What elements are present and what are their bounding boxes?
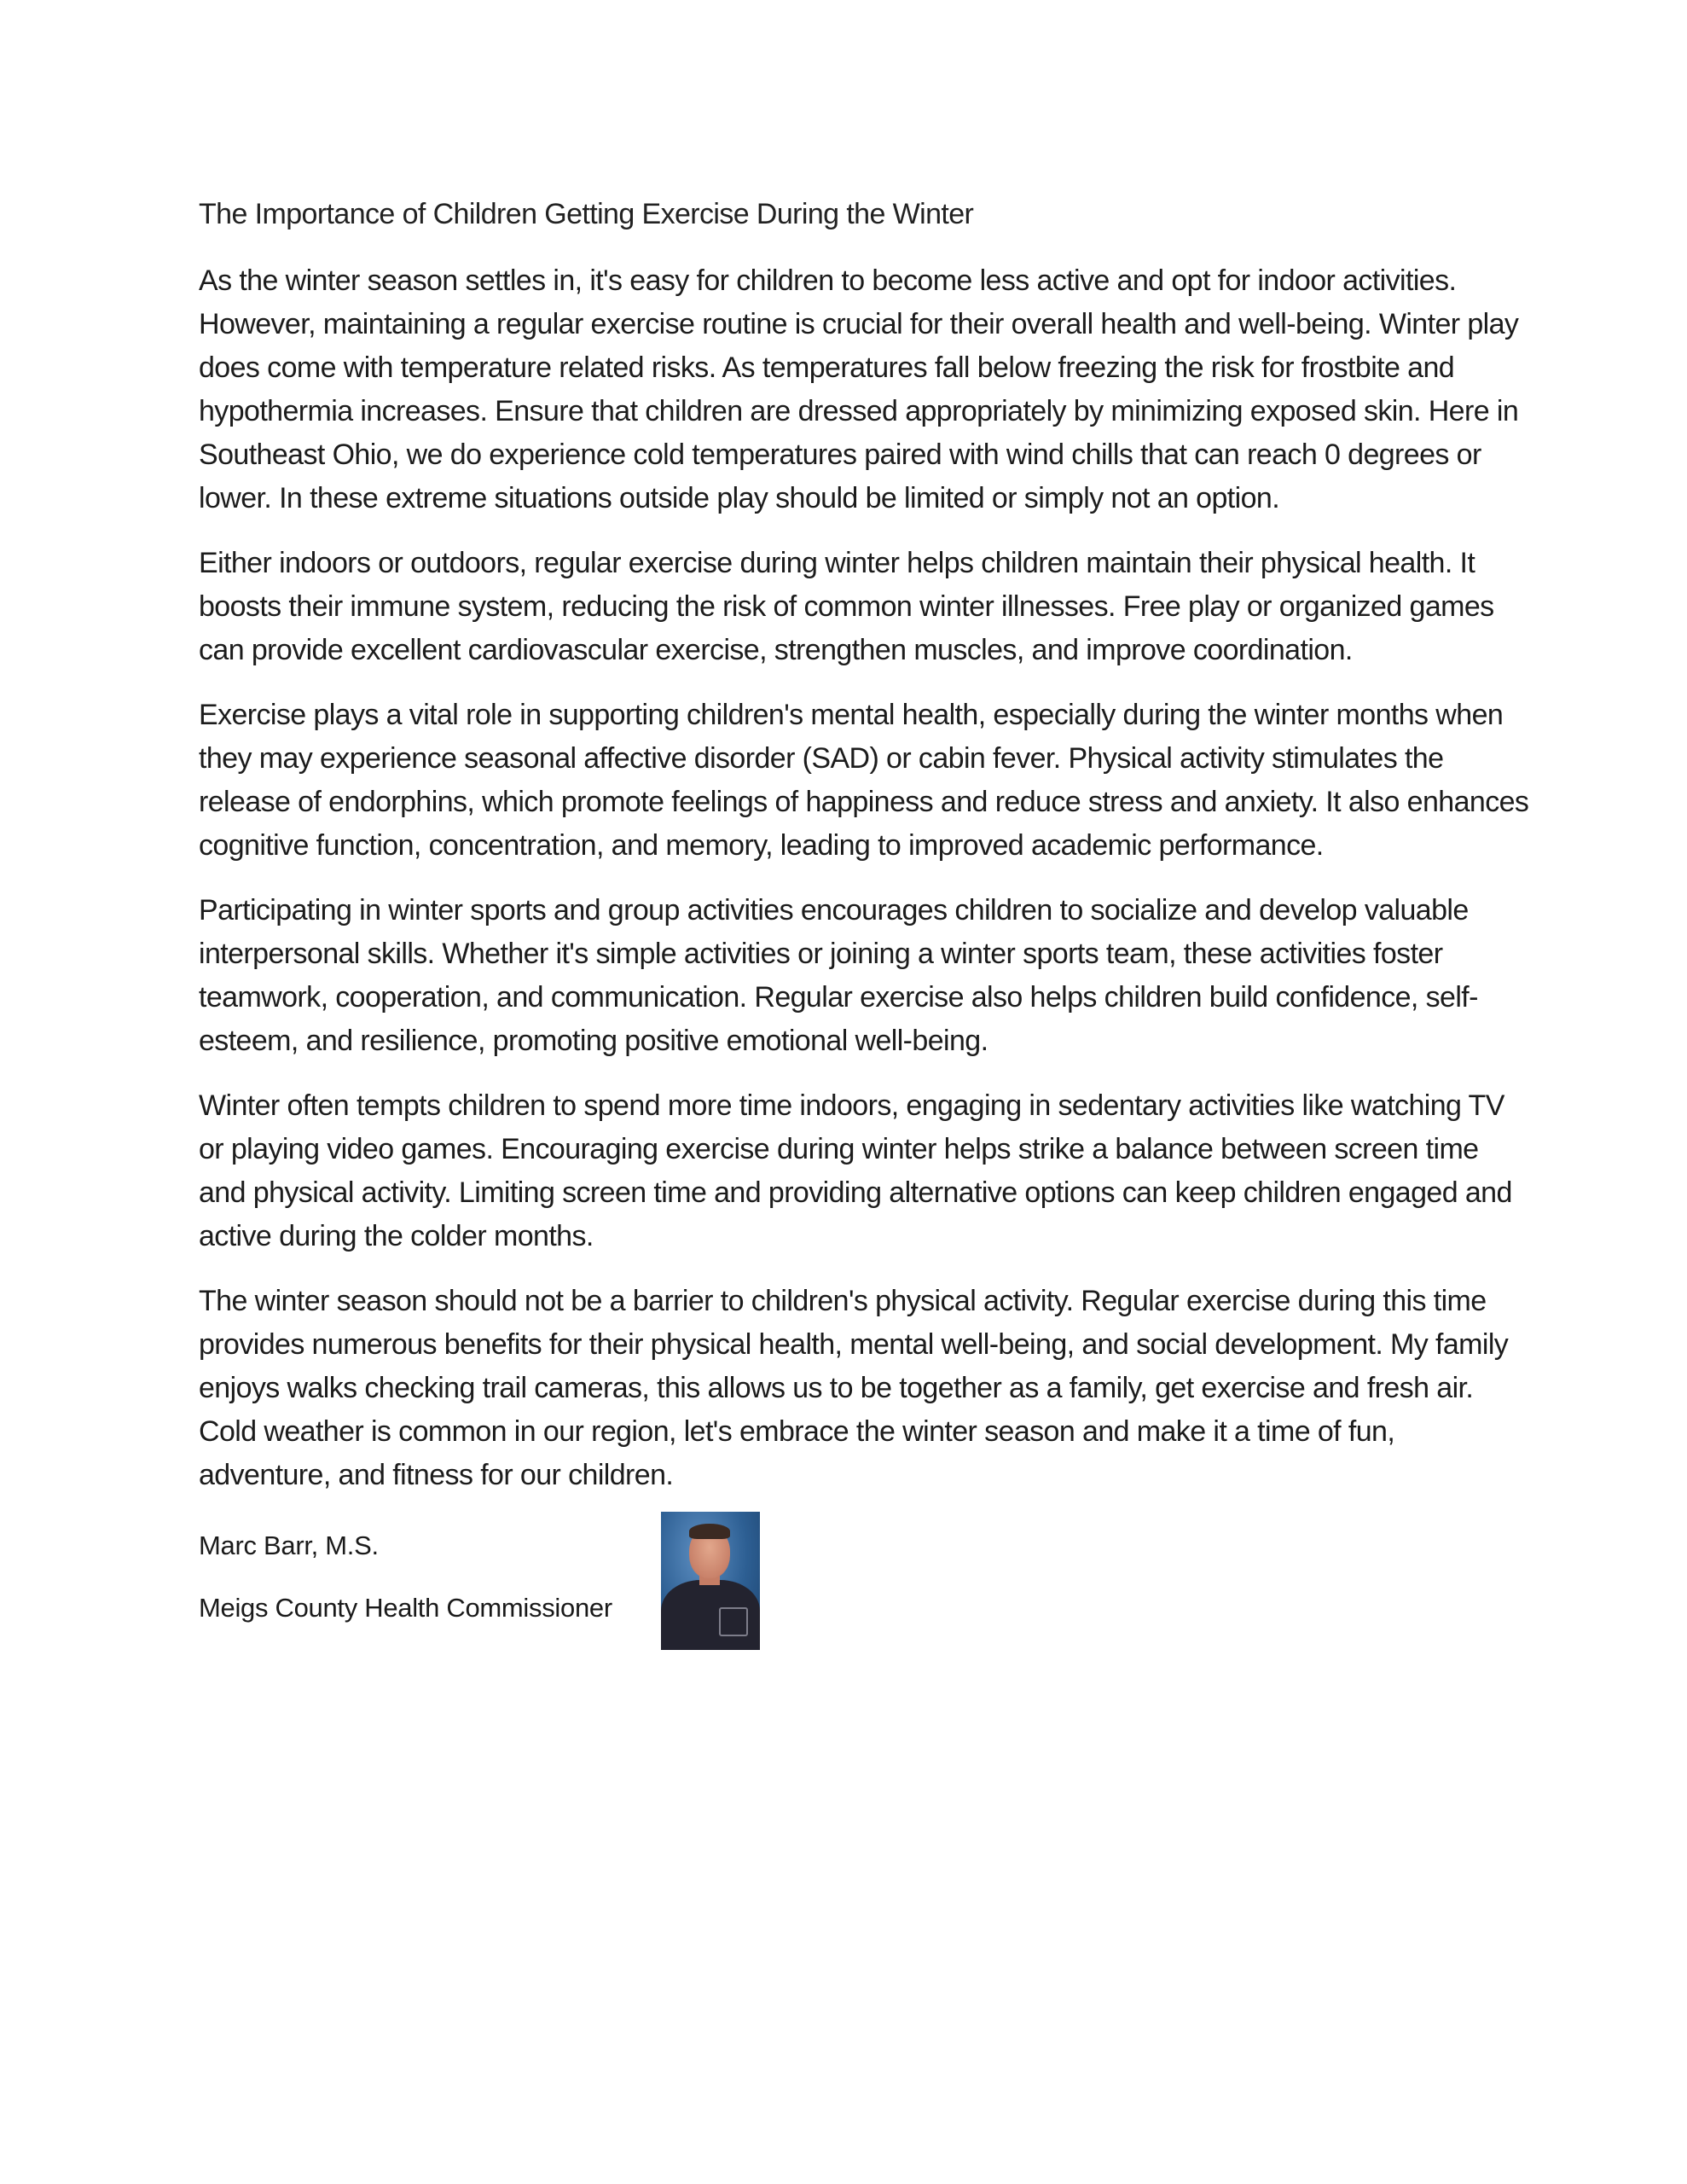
shirt-logo-icon <box>719 1607 748 1636</box>
paragraph-1: As the winter season settles in, it's easy for children to become less active and opt for indoor activities. However, maintaining a regular exercise routine is crucial for their overall health and well-being. Winter play does come with temperature related risks. As temperatures fall below freezing the risk for frostbite and hypothermia increases. Ensure that children are dressed appropriately by minimizing exposed skin. Here in Southeast Ohio, we do experience cold temperatures paired with wind chills that can reach 0 degrees or lower. In these extreme situations outside play should be limited or simply not an option. <box>199 264 1519 514</box>
photo-hair <box>689 1524 730 1539</box>
author-title: Meigs County Health Commissioner <box>199 1593 612 1623</box>
signature-block <box>199 1512 1529 1657</box>
paragraph-2: Either indoors or outdoors, regular exercise during winter helps children maintain their physical health. It boosts their immune system, reducing the risk of common winter illnesses. Free play or organized games can provide excellent cardiovascular exercise, strengthen muscles, and improve coordination. <box>199 547 1494 666</box>
paragraph-3: Exercise plays a vital role in supporting children's mental health, especially during the winter months when they may experience seasonal affective disorder (SAD) or cabin fever. Physical activity stimulates the release of endorphins, which promote feelings of happiness and reduce stress and anxiety. It also enhances cognitive function, concentration, and memory, leading to improved academic performance. <box>199 699 1529 862</box>
document-body <box>199 195 1529 1657</box>
author-photo <box>661 1512 760 1650</box>
paragraph-5: Winter often tempts children to spend more time indoors, engaging in sedentary activities like watching TV or playing video games. Encouraging exercise during winter helps strike a balance between screen time and physical activity. Limiting screen time and providing alternative options can keep children engaged and active during the colder months. <box>199 1089 1512 1252</box>
paragraph-6: The winter season should not be a barrier to children's physical activity. Regular exercise during this time provides numerous benefits for their physical health, mental well-being, and social development. My family enjoys walks checking trail cameras, this allows us to be together as a family, get exercise and fresh air. Cold weather is common in our region, let's embrace the winter season and make it a time of fun, adventure, and fitness for our children. <box>199 1285 1509 1491</box>
paragraph-4: Participating in winter sports and group activities encourages children to socialize and develop valuable interpersonal skills. Whether it's simple activities or joining a winter sports team, these activities foster teamwork, cooperation, and communication. Regular exercise also helps children build confidence, self-esteem, and resilience, promoting positive emotional well-being. <box>199 894 1478 1057</box>
author-name: Marc Barr, M.S. <box>199 1531 379 1560</box>
document-title: The Importance of Children Getting Exercise During the Winter <box>199 198 974 230</box>
